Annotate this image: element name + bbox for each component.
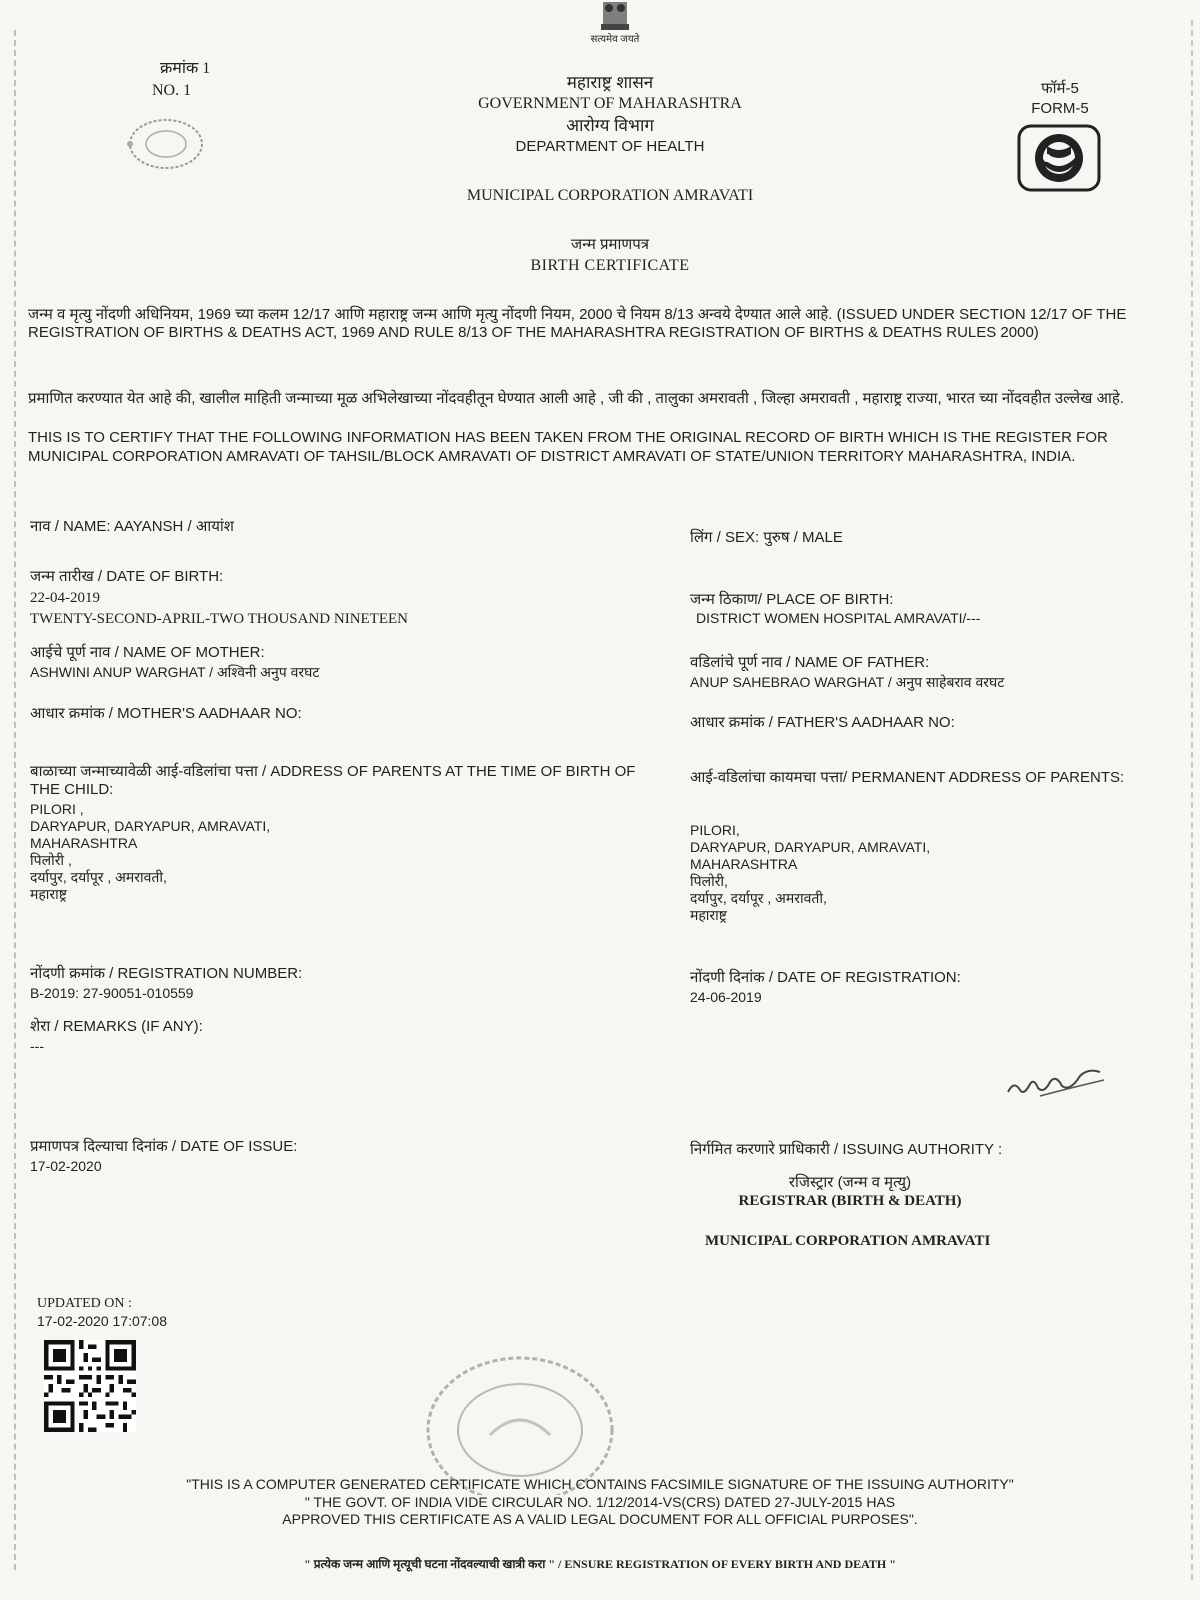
certificate-title-en: BIRTH CERTIFICATE xyxy=(530,257,690,274)
permanent-address-label: आई-वडिलांचा कायमचा पत्ता/ PERMANENT ADDRESS OF PARENTS: xyxy=(690,769,1125,786)
serial-label-mr: क्रमांक 1 xyxy=(160,60,211,77)
dob-value: 22-04-2019 xyxy=(30,590,100,606)
dept-mr: आरोग्य विभाग xyxy=(566,116,654,135)
issuing-authority-label: निर्गमित करणारे प्राधिकारी / ISSUING AUTHORITY : xyxy=(690,1141,1003,1158)
father-label: वडिलांचे पूर्ण नाव / NAME OF FATHER: xyxy=(690,654,930,671)
right-edge-border xyxy=(1191,20,1194,1580)
registration-number-value: B-2019: 27-90051-010559 xyxy=(30,985,194,1001)
updated-on-label: UPDATED ON : xyxy=(37,1296,132,1311)
footer-line-3: APPROVED THIS CERTIFICATE AS A VALID LEGAL DOCUMENT FOR ALL OFFICIAL PURPOSES". xyxy=(282,1511,918,1527)
permanent-address-value: PILORI, DARYAPUR, DARYAPUR, AMRAVATI, MAHARASHTRA पिलोरी, दर्यापुर, दर्यापूर , अमरावती, महाराष्ट्र xyxy=(690,822,931,923)
remarks-label: शेरा / REMARKS (IF ANY): xyxy=(30,1018,203,1035)
footer-line-2: " THE GOVT. OF INDIA VIDE CIRCULAR NO. 1/12/2014-VS(CRS) DATED 27-JULY-2015 HAS xyxy=(304,1494,896,1510)
gov-mr: महाराष्ट्र शासन xyxy=(566,73,654,92)
certify-text-en: THIS IS TO CERTIFY THAT THE FOLLOWING INFORMATION HAS BEEN TAKEN FROM THE ORIGINAL RECORD OF BIRTH WHICH IS THE REGISTER FOR MUNICIPAL CORPORATION AMRAVATI OF TAHSIL/BLOCK AMRAVATI OF DISTRICT AMRAVATI OF STATE/UNION TERRITORY MAHARASHTRA, INDIA. xyxy=(28,429,1108,465)
form-label-en: FORM-5 xyxy=(1031,100,1089,117)
footer-line-1: "THIS IS A COMPUTER GENERATED CERTIFICATE WHICH CONTAINS FACSIMILE SIGNATURE OF THE ISSUING AUTHORITY" xyxy=(186,1476,1014,1492)
registration-date-label: नोंदणी दिनांक / DATE OF REGISTRATION: xyxy=(690,969,961,986)
mother-aadhaar-label: आधार क्रमांक / MOTHER'S AADHAAR NO: xyxy=(30,705,302,722)
dept-en: DEPARTMENT OF HEALTH xyxy=(515,138,705,155)
registration-number-label: नोंदणी क्रमांक / REGISTRATION NUMBER: xyxy=(30,965,303,982)
issue-date-value: 17-02-2020 xyxy=(30,1158,102,1174)
address-at-birth-label: बाळाच्या जन्माच्यावेळी आई-वडिलांचा पत्ता / ADDRESS OF PARENTS AT THE TIME OF BIRTH OF THE CHILD: xyxy=(30,763,636,798)
authority-corporation: MUNICIPAL CORPORATION AMRAVATI xyxy=(705,1233,991,1249)
address-at-birth-value: PILORI , DARYAPUR, DARYAPUR, AMRAVATI, MAHARASHTRA पिलोरी , दर्यापुर, दर्यापूर , अमरावती, महाराष्ट्र xyxy=(30,801,271,902)
qr-code-icon xyxy=(44,1340,136,1432)
certify-text-mr: प्रमाणित करण्यात येत आहे की, खालील माहिती जन्माच्या मूळ अभिलेखाच्या नोंदवहीतून घेण्यात आली आहे , जी की , तालुका अमरावती , जिल्हा अमरावती , महाराष्ट्र राज्या, भारत च्या नोंदवहीत उल्लेख आहे. xyxy=(28,390,1124,407)
sex-field: लिंग / SEX: पुरुष / MALE xyxy=(690,529,843,546)
dob-label: जन्म तारीख / DATE OF BIRTH: xyxy=(30,568,224,585)
corporation-stamp-icon xyxy=(420,1345,620,1495)
certificate-title-mr: जन्म प्रमाणपत्र xyxy=(570,236,650,253)
registrar-title-mr: रजिस्ट्रार (जन्म व मृत्यु) xyxy=(788,1174,912,1191)
registrar-title-en: REGISTRAR (BIRTH & DEATH) xyxy=(738,1193,962,1209)
name-field: नाव / NAME: AAYANSH / आयांश xyxy=(30,518,234,535)
corporation-title: MUNICIPAL CORPORATION AMRAVATI xyxy=(466,187,754,204)
father-value: ANUP SAHEBRAO WARGHAT / अनुप साहेबराव वरघट xyxy=(690,674,1005,690)
registration-date-value: 24-06-2019 xyxy=(690,989,762,1005)
mother-value: ASHWINI ANUP WARGHAT / अश्विनी अनुप वरघट xyxy=(30,664,320,680)
health-department-logo-icon xyxy=(1017,124,1101,192)
pob-label: जन्म ठिकाण/ PLACE OF BIRTH: xyxy=(690,591,894,608)
statute-text: जन्म व मृत्यु नोंदणी अधिनियम, 1969 च्या कलम 12/17 आणि महाराष्ट्र जन्म आणि मृत्यु नोंदणी नियम, 2000 चे नियम 8/13 अन्वये देण्यात आले आहे. (ISSUED UNDER SECTION 12/17 OF THE REGISTRATION OF BIRTHS & DEATHS ACT, 1969 AND RULE 8/13 OF THE MAHARASHTRA REGISTRATION OF BIRTHS & DEATHS RULES 2000) xyxy=(28,306,1127,341)
form-label-mr: फॉर्म-5 xyxy=(1041,80,1079,97)
footer-slogan: " प्रत्येक जन्म आणि मृत्यूची घटना नोंदवल्याची खात्री करा " / ENSURE REGISTRATION OF EVERY BIRTH AND DEATH " xyxy=(304,1557,896,1571)
issue-date-label: प्रमाणपत्र दिल्याचा दिनांक / DATE OF ISSUE: xyxy=(30,1138,298,1155)
mother-label: आईचे पूर्ण नाव / NAME OF MOTHER: xyxy=(30,644,265,661)
updated-on-value: 17-02-2020 17:07:08 xyxy=(37,1313,167,1329)
dob-words: TWENTY-SECOND-APRIL-TWO THOUSAND NINETEEN xyxy=(30,611,409,627)
remarks-value: --- xyxy=(30,1038,44,1054)
emblem-motto: सत्यमेव जयते xyxy=(590,34,640,45)
father-aadhaar-label: आधार क्रमांक / FATHER'S AADHAAR NO: xyxy=(690,714,955,731)
registrar-signature-icon xyxy=(1000,1058,1110,1103)
left-edge-border xyxy=(14,30,17,1570)
serial-label-en: NO. 1 xyxy=(152,82,192,99)
round-seal-icon xyxy=(124,118,204,170)
gov-en: GOVERNMENT OF MAHARASHTRA xyxy=(478,95,742,112)
pob-value: DISTRICT WOMEN HOSPITAL AMRAVATI/--- xyxy=(696,610,981,626)
